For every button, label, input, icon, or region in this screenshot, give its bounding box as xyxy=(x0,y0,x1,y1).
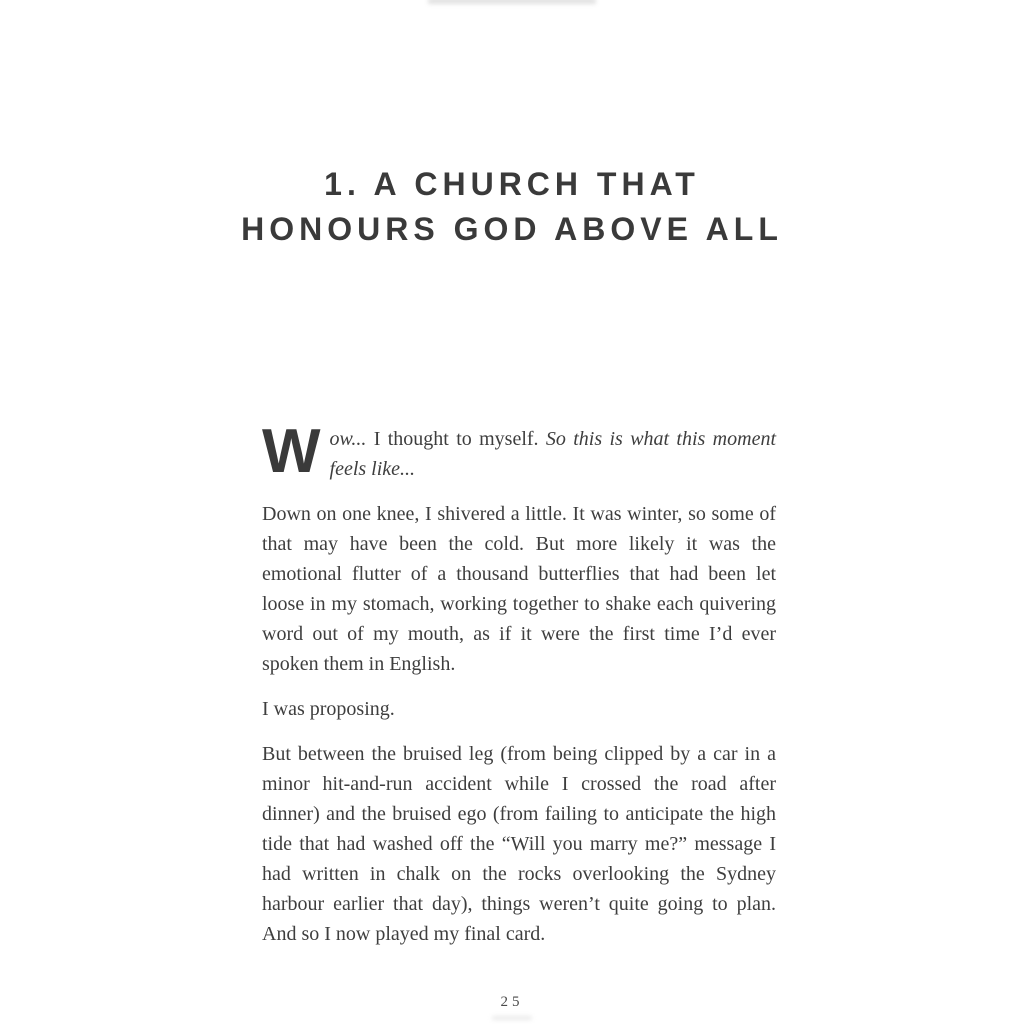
dropcap-letter: W xyxy=(262,417,321,486)
chapter-title-line-2: HONOURS GOD ABOVE ALL xyxy=(241,211,783,247)
cropped-running-header-remnant xyxy=(428,0,596,4)
opening-segment: I thought to myself. xyxy=(366,428,546,450)
cropped-footer-remnant xyxy=(492,1016,532,1020)
opening-paragraph-text xyxy=(330,428,776,480)
opening-paragraph xyxy=(262,417,776,486)
paragraph-shivered: Down on one knee, I shivered a little. It was winter, so some of that may have been the cold. But more likely it was the emotional flutter of a thousand butterflies that had been let loose in my stomach, working together to shake each quivering word out of my mouth, as if it were the first time I’d ever spoken them in English. xyxy=(262,503,776,675)
page-number: 25 xyxy=(500,994,524,1010)
chapter-title-line-1: 1. A CHURCH THAT xyxy=(324,166,700,202)
chapter-title xyxy=(0,162,1024,252)
opening-segment: ow... xyxy=(329,428,367,450)
opening-segment: So this is what this moment feels like... xyxy=(329,428,776,480)
paragraph-proposing: I was proposing. xyxy=(262,698,395,720)
body-text-column xyxy=(262,417,776,964)
paragraph-final-card: But between the bruised leg (from being clipped by a car in a minor hit-and-run accident while I crossed the road after dinner) and the bruised ego (from failing to anticipate the high tide that had washed off the “Will you marry me?” message I had written in chalk on the rocks overlooking the Sydney harbour earlier that day), things weren’t quite going to plan. And so I now played my final card. xyxy=(262,743,776,945)
